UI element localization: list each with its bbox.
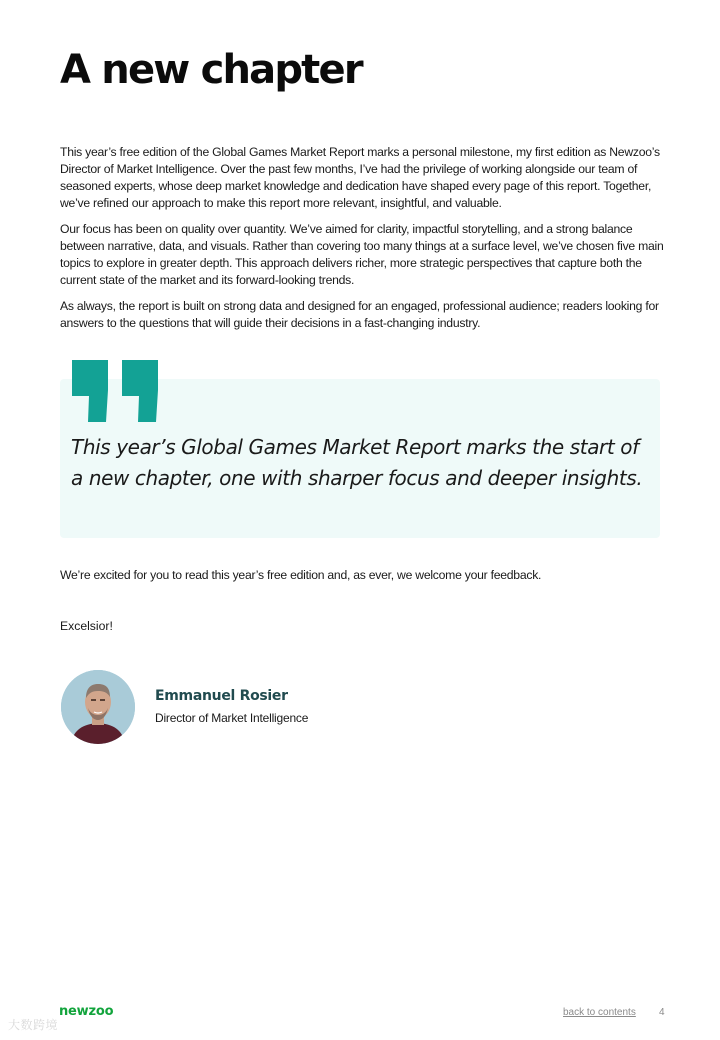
author-name: Emmanuel Rosier [155,688,288,704]
page-number: 4 [659,1007,665,1018]
quote-mark-right [122,360,158,422]
back-to-contents-link[interactable]: back to contents [563,1007,636,1018]
newzoo-logo: newzoo [59,1004,114,1019]
closing-paragraph: We’re excited for you to read this year’s free edition and, as ever, we welcome your feedback. [60,568,542,582]
audience-paragraph: As always, the report is built on strong data and designed for an engaged, professional audience; readers looking for answers to the questions that will guide their decisions in a fast-changing industry. [60,299,659,330]
body-text [60,144,664,341]
pull-quote-text: This year’s Global Games Market Report marks the start of a new chapter, one with sharper focus and deeper insights. [71,435,643,490]
author-portrait [61,670,135,744]
focus-paragraph: Our focus has been on quality over quantity. We’ve aimed for clarity, impactful storytelling, and a strong balance between narrative, data, and visuals. Rather than covering too many things at a surface level, we’ve chosen five main topics to explore in greater depth. This approach delivers richer, more strategic perspectives that capture both the current state of the market and its forward-looking trends. [60,222,664,287]
intro-paragraph: This year’s free edition of the Global Games Market Report marks a personal milestone, my first edition as Newzoo’s Director of Market Intelligence. Over the past few months, I’ve had the privilege of working alongside our team of seasoned experts, whose deep market knowledge and dedication have shaped every page of this report. Together, we’ve refined our approach to make this report more relevant, insightful, and valuable. [60,145,660,210]
author-avatar [61,670,135,744]
quote-mark-left [72,360,108,422]
watermark-text: 大数跨境 [8,1018,59,1032]
author-role: Director of Market Intelligence [155,711,309,725]
quote-mark-icon [72,360,160,422]
page-title: A new chapter [60,47,362,93]
signoff-text: Excelsior! [60,619,113,633]
